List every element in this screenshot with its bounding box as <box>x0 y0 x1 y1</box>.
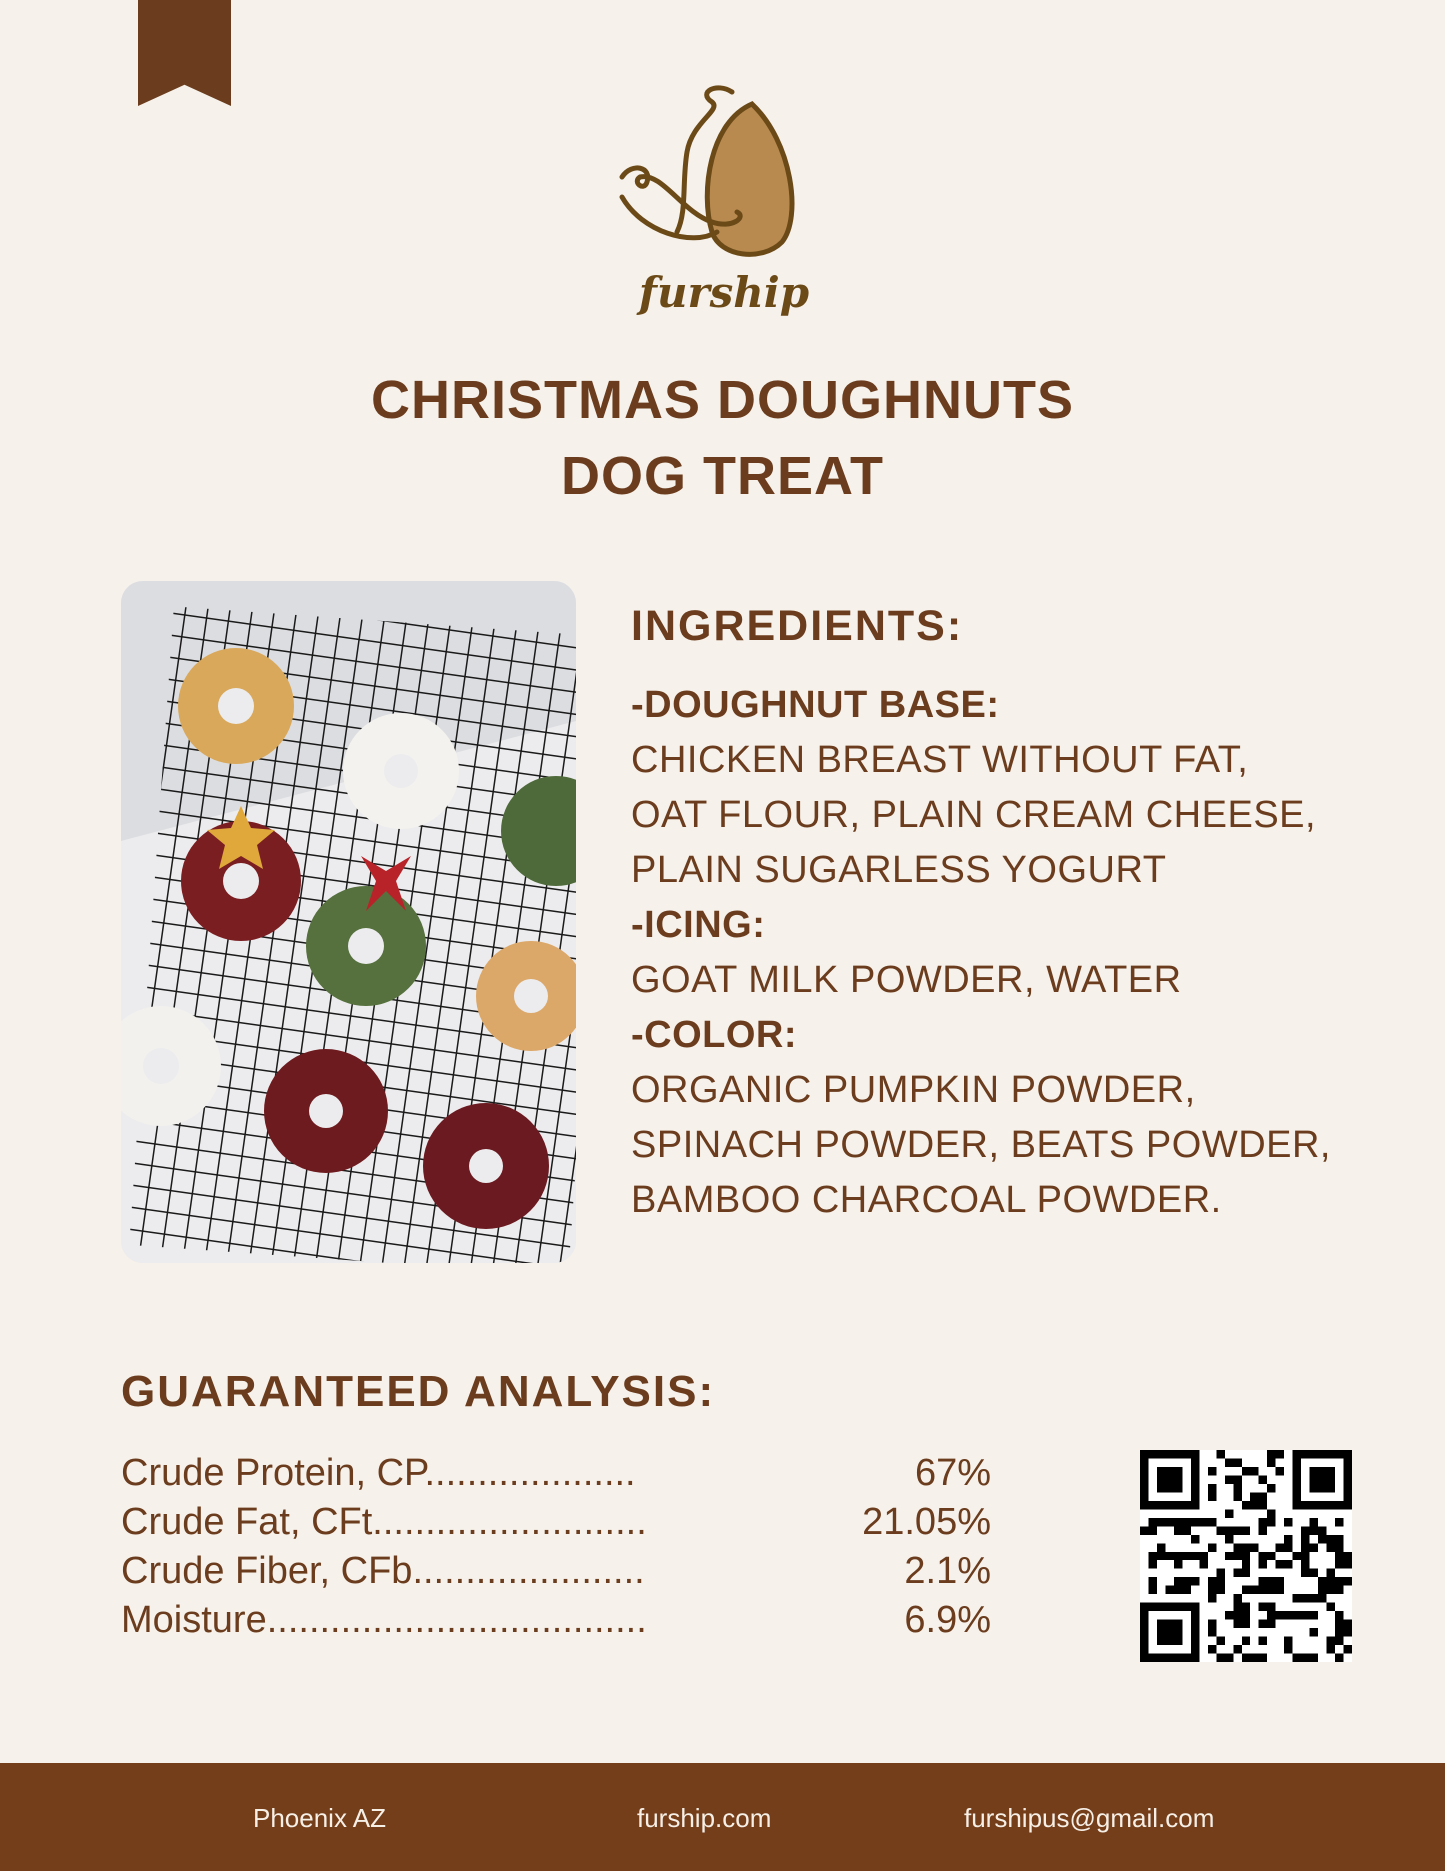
ingredient-line: ORGANIC PUMPKIN POWDER, <box>631 1069 1196 1111</box>
footer-email-link[interactable]: furshipus@gmail.com <box>964 1803 1215 1833</box>
ingredients-heading: INGREDIENTS: <box>631 602 964 650</box>
ingredient-group-heading: -DOUGHNUT BASE: <box>631 684 1000 726</box>
brand-name: furship <box>638 268 810 317</box>
footer-website-link[interactable]: furship.com <box>637 1803 772 1833</box>
footer-location: Phoenix AZ <box>253 1803 386 1833</box>
ingredient-line: GOAT MILK POWDER, WATER <box>631 959 1182 1001</box>
ingredients-section <box>631 596 1411 1228</box>
analysis-value: 21.05% <box>862 1501 991 1543</box>
analysis-label: Crude Fat, CFt.......................... <box>121 1501 647 1543</box>
analysis-value: 2.1% <box>904 1550 991 1592</box>
ingredient-group-heading: -COLOR: <box>631 1014 798 1056</box>
analysis-value: 67% <box>914 1452 991 1494</box>
ingredients-list <box>631 678 1411 1228</box>
furship-logo <box>612 82 837 322</box>
analysis-value: 6.9% <box>904 1599 991 1641</box>
ingredient-line: CHICKEN BREAST WITHOUT FAT, <box>631 739 1249 781</box>
page-title-line2: DOG TREAT <box>561 446 884 506</box>
analysis-row <box>121 1452 991 1502</box>
qr-code[interactable] <box>1140 1450 1352 1662</box>
analysis-label: Crude Fiber, CFb...................... <box>121 1550 645 1592</box>
analysis-heading: GUARANTEED ANALYSIS: <box>121 1367 716 1416</box>
bookmark-ribbon <box>138 0 231 106</box>
ingredient-line: BAMBOO CHARCOAL POWDER. <box>631 1179 1222 1221</box>
analysis-label: Moisture.................................... <box>121 1599 647 1641</box>
doughnuts-photo <box>121 581 576 1263</box>
analysis-row <box>121 1550 991 1600</box>
ingredient-line: PLAIN SUGARLESS YOGURT <box>631 849 1167 891</box>
ingredient-line: SPINACH POWDER, BEATS POWDER, <box>631 1124 1331 1166</box>
analysis-row <box>121 1501 991 1551</box>
page-title-line1: CHRISTMAS DOUGHNUTS <box>371 370 1074 430</box>
analysis-label: Crude Protein, CP.................... <box>121 1452 636 1494</box>
footer <box>0 1763 1445 1871</box>
ingredient-group-heading: -ICING: <box>631 904 766 946</box>
ingredient-line: OAT FLOUR, PLAIN CREAM CHEESE, <box>631 794 1317 836</box>
analysis-row <box>121 1599 991 1649</box>
